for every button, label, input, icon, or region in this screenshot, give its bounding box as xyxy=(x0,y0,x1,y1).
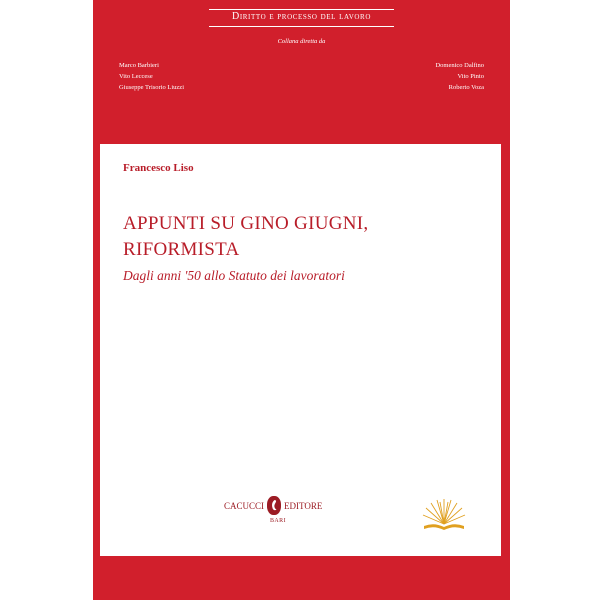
editor-name: Vito Leccese xyxy=(119,73,153,80)
publisher-seal-icon xyxy=(267,496,281,515)
publisher-logo xyxy=(224,496,322,515)
editor-name: Giuseppe Trisorio Liuzzi xyxy=(119,84,184,91)
publisher-city: BARI xyxy=(270,518,286,524)
series-rule-top xyxy=(209,9,394,10)
book-title-line: APPUNTI SU GINO GIUGNI, xyxy=(123,213,369,234)
editor-name: Domenico Dalfino xyxy=(435,62,484,69)
book-subtitle: Dagli anni '50 allo Statuto dei lavoratori xyxy=(123,268,345,283)
book-title-line: RIFORMISTA xyxy=(123,239,240,260)
editor-name: Roberto Voza xyxy=(448,84,484,91)
author-name: Francesco Liso xyxy=(123,162,194,174)
cover-content-panel xyxy=(100,144,501,556)
editors-left-list xyxy=(119,60,184,93)
editor-name: Vito Pinto xyxy=(457,73,484,80)
series-directed-by: Collana diretta da xyxy=(277,38,326,45)
book-title xyxy=(123,211,368,263)
series-rule-bottom xyxy=(209,26,394,27)
series-title: Diritto e processo del lavoro xyxy=(232,11,371,22)
editor-name: Marco Barbieri xyxy=(119,62,159,69)
editors-right-list xyxy=(435,60,484,93)
open-book-sunburst-icon xyxy=(421,496,467,536)
publisher-name-right: EDITORE xyxy=(284,500,323,511)
publisher-name-left: CACUCCI xyxy=(224,500,265,511)
